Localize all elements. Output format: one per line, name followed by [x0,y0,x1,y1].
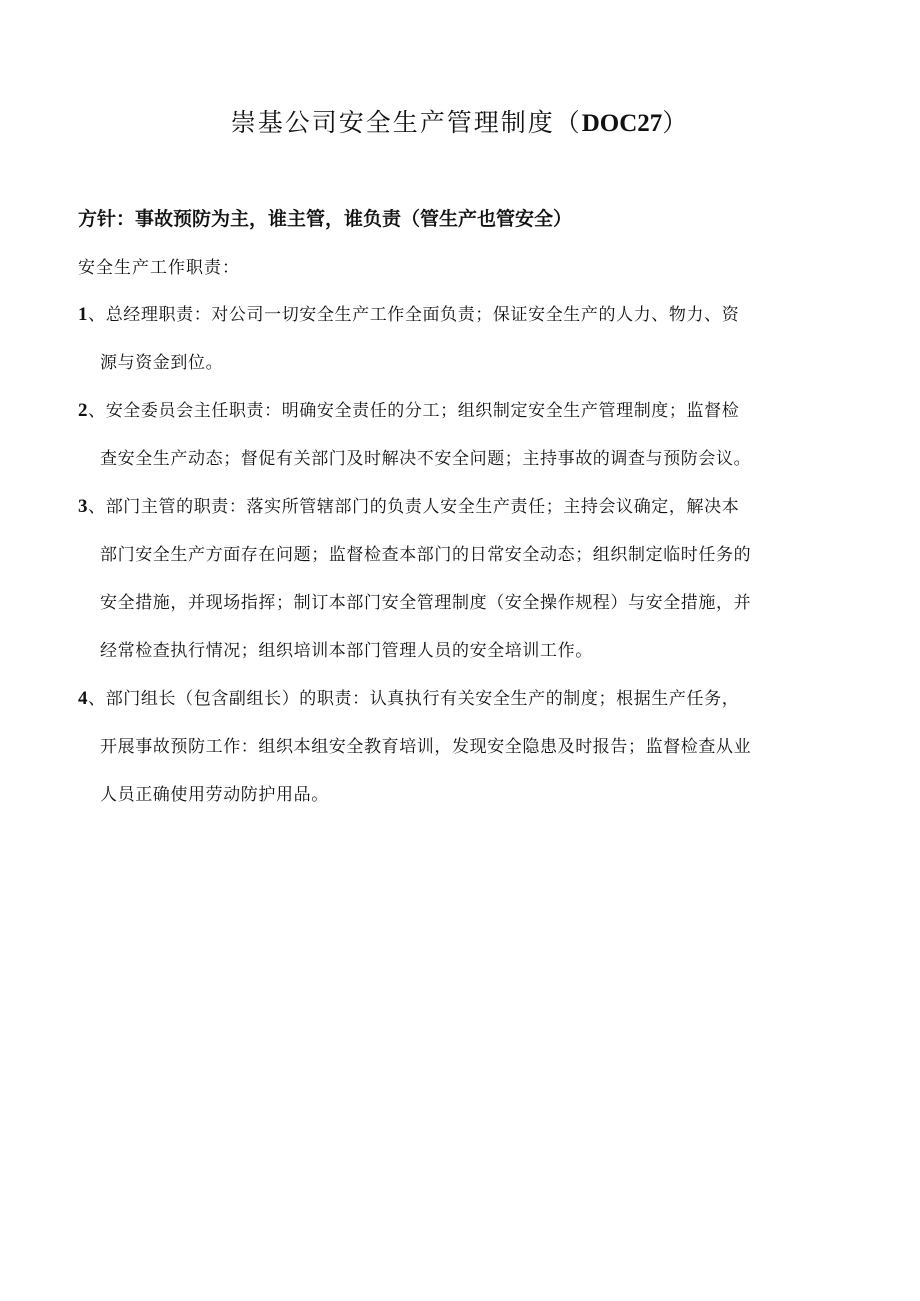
item-line [78,393,858,441]
item-line: 人员正确使用劳动防护用品。 [100,785,329,805]
page-title [0,103,920,144]
responsibility-list [78,297,858,825]
title-close-paren: ） [662,108,690,137]
item-line: 源与资金到位。 [100,353,224,373]
item-text: 、总经理职责：对公司一切安全生产工作全面负责；保证安全生产的人力、物力、资 [88,305,740,325]
list-item [78,393,858,489]
item-number: 3 [78,496,89,517]
item-line [78,297,858,345]
item-text: 、部门主管的职责：落实所管辖部门的负责人安全生产责任；主持会议确定，解决本 [88,497,740,517]
item-text: 、安全委员会主任职责：明确安全责任的分工；组织制定安全生产管理制度；监督检 [88,401,740,421]
item-number: 2 [78,400,89,421]
item-line: 安全措施，并现场指挥；制订本部门安全管理制度（安全操作规程）与安全措施，并 [100,593,752,613]
item-text: 、部门组长（包含副组长）的职责：认真执行有关安全生产的制度；根据生产任务， [88,689,740,709]
item-number: 4 [78,688,89,709]
item-line: 经常检查执行情况；组织培训本部门管理人员的安全培训工作。 [100,641,593,661]
item-line: 查安全生产动态；督促有关部门及时解决不安全问题；主持事故的调查与预防会议。 [100,449,752,469]
list-item [78,489,858,681]
section-heading: 安全生产工作职责： [78,258,240,278]
title-text: 崇基公司安全生产管理制度（ [230,108,582,137]
policy-statement: 方针：事故预防为主，谁主管，谁负责（管生产也管安全） [78,208,573,230]
item-line [78,681,858,729]
item-line: 开展事故预防工作：组织本组安全教育培训，发现安全隐患及时报告；监督检查从业 [100,737,752,757]
title-code: DOC27 [581,110,663,137]
item-line: 部门安全生产方面存在问题；监督检查本部门的日常安全动态；组织制定临时任务的 [100,545,752,565]
list-item [78,681,858,825]
item-number: 1 [78,304,89,325]
list-item [78,297,858,393]
item-line [78,489,858,537]
